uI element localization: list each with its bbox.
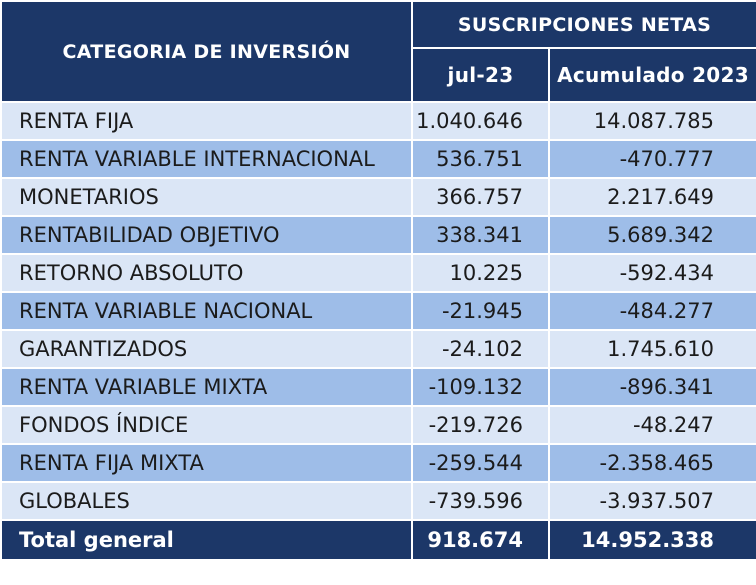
ytd-value-cell: 1.745.610 [549,330,756,368]
month-value-cell: 536.751 [412,140,549,178]
category-cell: RENTA VARIABLE NACIONAL [1,292,412,330]
total-row [1,520,756,560]
ytd-value-cell: -896.341 [549,368,756,406]
month-value-cell: -24.102 [412,330,549,368]
month-column-header: jul-23 [412,48,549,102]
ytd-value-cell: -484.277 [549,292,756,330]
category-cell: RENTA FIJA [1,102,412,140]
table-row [1,140,756,178]
category-cell: RENTA VARIABLE MIXTA [1,368,412,406]
ytd-value-cell: -470.777 [549,140,756,178]
table-row [1,102,756,140]
table-row [1,216,756,254]
month-value-cell: -739.596 [412,482,549,520]
month-value-cell: 366.757 [412,178,549,216]
category-cell: RENTA VARIABLE INTERNACIONAL [1,140,412,178]
ytd-value-cell: 14.087.785 [549,102,756,140]
category-cell: FONDOS ÍNDICE [1,406,412,444]
category-cell: RENTABILIDAD OBJETIVO [1,216,412,254]
month-value-cell: -259.544 [412,444,549,482]
table-row [1,444,756,482]
table-row [1,178,756,216]
category-cell: RENTA FIJA MIXTA [1,444,412,482]
ytd-value-cell: 2.217.649 [549,178,756,216]
total-month-value: 918.674 [412,520,549,560]
ytd-value-cell: -3.937.507 [549,482,756,520]
total-label: Total general [1,520,412,560]
net-subscriptions-header: SUSCRIPCIONES NETAS [412,1,756,48]
total-ytd-value: 14.952.338 [549,520,756,560]
ytd-value-cell: -2.358.465 [549,444,756,482]
category-cell: RETORNO ABSOLUTO [1,254,412,292]
category-cell: GLOBALES [1,482,412,520]
table-row [1,330,756,368]
ytd-column-header: Acumulado 2023 [549,48,756,102]
category-cell: MONETARIOS [1,178,412,216]
month-value-cell: -109.132 [412,368,549,406]
month-value-cell: -21.945 [412,292,549,330]
ytd-value-cell: 5.689.342 [549,216,756,254]
table-row [1,406,756,444]
category-header: CATEGORIA DE INVERSIÓN [1,1,412,102]
month-value-cell: 1.040.646 [412,102,549,140]
table-row [1,482,756,520]
table-row [1,292,756,330]
category-cell: GARANTIZADOS [1,330,412,368]
month-value-cell: 10.225 [412,254,549,292]
ytd-value-cell: -592.434 [549,254,756,292]
ytd-value-cell: -48.247 [549,406,756,444]
month-value-cell: -219.726 [412,406,549,444]
month-value-cell: 338.341 [412,216,549,254]
table-row [1,254,756,292]
table-row [1,368,756,406]
